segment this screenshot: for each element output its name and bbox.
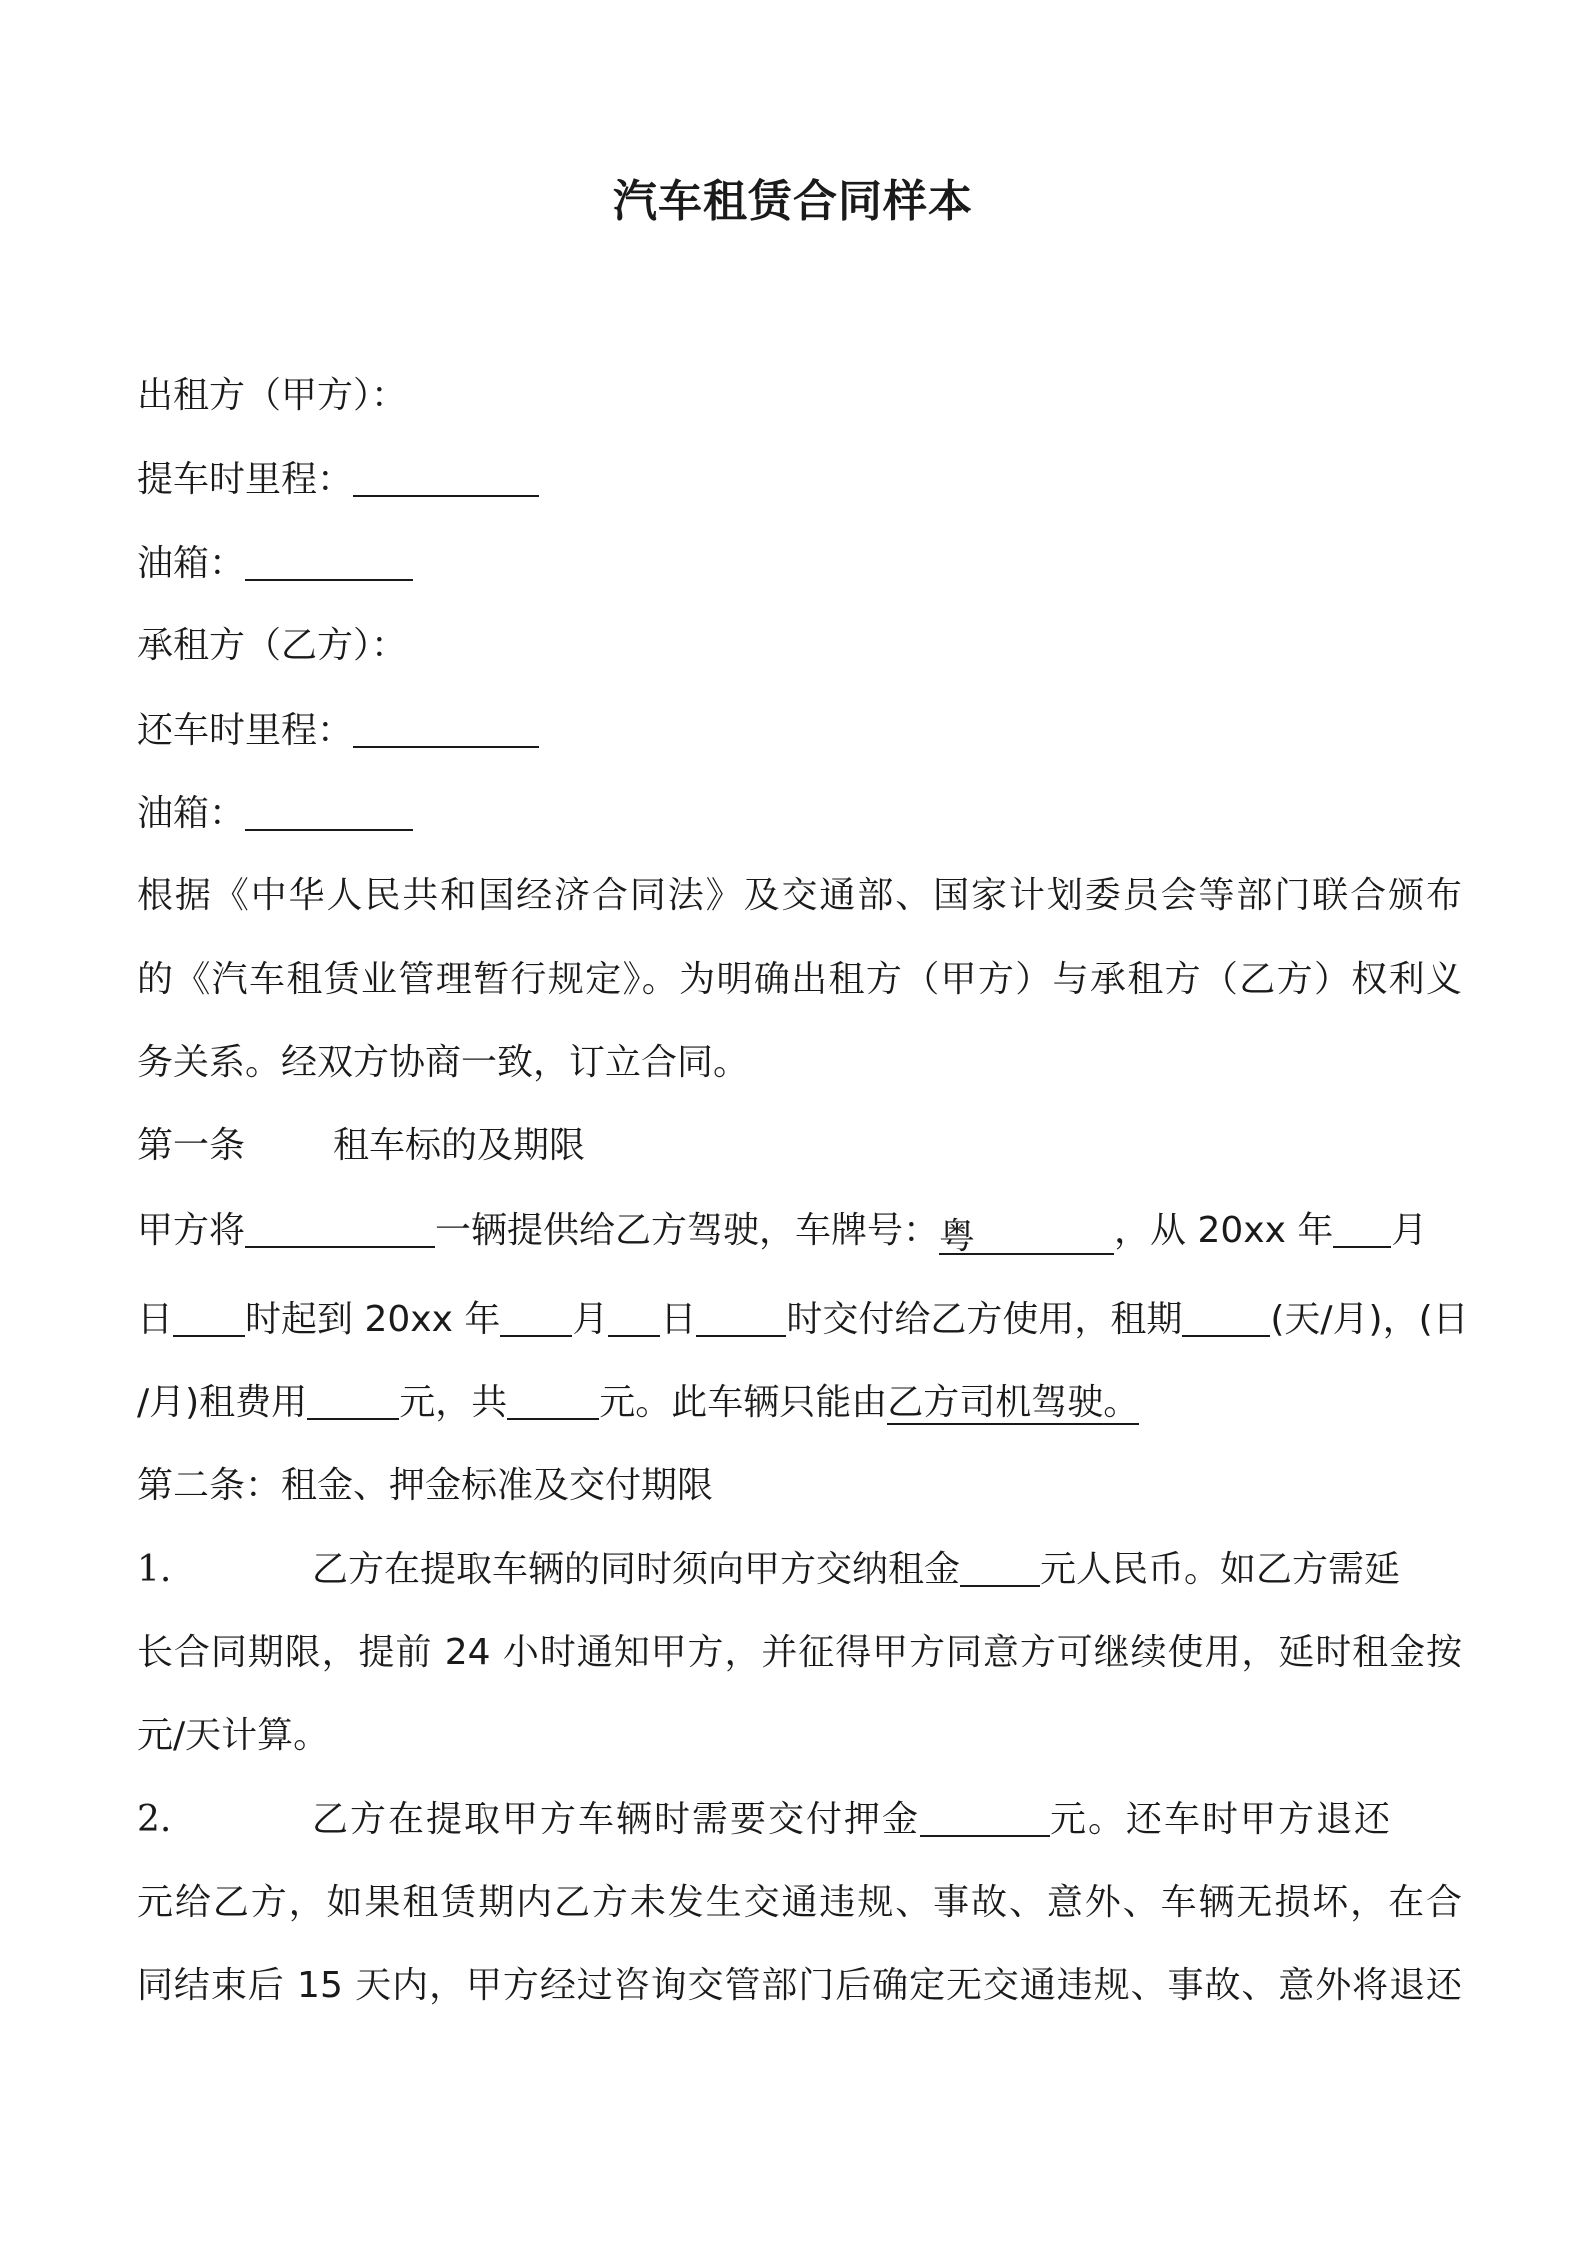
fuel-label-2: 油箱： bbox=[137, 793, 246, 834]
fuel-label-1: 油箱： bbox=[137, 543, 246, 584]
end-month-blank[interactable] bbox=[500, 1295, 572, 1337]
article-2-text: 乙方在提取车辆的同时须向甲方交纳租金 bbox=[312, 1549, 961, 1590]
return-mileage-blank[interactable] bbox=[353, 706, 539, 748]
article-1-text: 乙方司机驾驶。 bbox=[887, 1382, 1140, 1423]
article-1-text: (天/月)，(日 bbox=[1270, 1299, 1469, 1340]
item-2-number: 2. bbox=[137, 1799, 172, 1840]
article-1-text: 月 bbox=[572, 1299, 609, 1340]
plate-number-blank[interactable] bbox=[939, 1213, 1114, 1255]
article-1-text: 日 bbox=[137, 1299, 174, 1340]
preamble-line-2: 的《汽车租赁业管理暂行规定》。为明确出租方（甲方）与承租方（乙方）权利义 bbox=[137, 959, 1462, 1000]
article-1-title: 租车标的及期限 bbox=[333, 1125, 586, 1166]
article-2-text: 元人民币。如乙方需延 bbox=[1040, 1549, 1401, 1590]
start-month-blank[interactable] bbox=[1333, 1206, 1391, 1248]
preamble-line-1: 根据《中华人民共和国经济合同法》及交通部、国家计划委员会等部门联合颁布 bbox=[137, 875, 1462, 916]
deposit-amount-blank[interactable] bbox=[920, 1795, 1050, 1837]
article-1-heading bbox=[137, 1122, 1462, 1170]
preamble-line-3: 务关系。经双方协商一致，订立合同。 bbox=[137, 1042, 750, 1083]
rental-term-blank[interactable] bbox=[1182, 1295, 1270, 1337]
article-2-item-2-line-1 bbox=[137, 1795, 1462, 1844]
article-1-text: 元。此车辆只能由 bbox=[599, 1382, 888, 1423]
start-day-blank[interactable] bbox=[173, 1295, 245, 1337]
article-2-item-2-line-2: 元给乙方，如果租赁期内乙方未发生交通违规、事故、意外、车辆无损坏，在合 bbox=[137, 1882, 1462, 1923]
party-a-line bbox=[137, 372, 1462, 420]
return-mileage-line bbox=[137, 706, 1462, 755]
article-1-text: 时交付给乙方使用，租期 bbox=[786, 1299, 1183, 1340]
rate-blank[interactable] bbox=[307, 1378, 399, 1420]
total-fee-blank[interactable] bbox=[507, 1378, 599, 1420]
plate-prefix: 粤 bbox=[939, 1216, 976, 1257]
fuel-blank-1[interactable] bbox=[245, 539, 413, 581]
article-1-text: 日 bbox=[660, 1299, 697, 1340]
article-2-heading: 第二条：租金、押金标准及交付期限 bbox=[137, 1465, 714, 1506]
fuel-line-1 bbox=[137, 539, 1462, 588]
end-hour-blank[interactable] bbox=[696, 1295, 786, 1337]
article-1-text: 月 bbox=[1391, 1210, 1428, 1251]
article-2-item-2-line-3: 同结束后 15 天内，甲方经过咨询交管部门后确定无交通违规、事故、意外将退还 bbox=[137, 1965, 1462, 2006]
article-2-item-1-line-1 bbox=[137, 1545, 1462, 1594]
return-mileage-label: 还车时里程： bbox=[137, 710, 354, 751]
rent-amount-blank[interactable] bbox=[960, 1545, 1040, 1587]
article-1-text: 元，共 bbox=[399, 1382, 508, 1423]
article-1-text: ，从 20xx 年 bbox=[1114, 1210, 1334, 1251]
article-2-text: 元。还车时甲方退还 bbox=[1050, 1799, 1393, 1840]
pickup-mileage-label: 提车时里程： bbox=[137, 459, 354, 500]
article-1-text: 一辆提供给乙方驾驶，车牌号： bbox=[435, 1210, 940, 1251]
article-2-item-1-line-2: 长合同期限，提前 24 小时通知甲方，并征得甲方同意方可继续使用，延时租金按 bbox=[137, 1632, 1462, 1673]
article-2-text: 乙方在提取甲方车辆时需要交付押金 bbox=[312, 1799, 921, 1840]
fuel-line-2 bbox=[137, 789, 1462, 838]
article-1-text: 时起到 20xx 年 bbox=[245, 1299, 501, 1340]
article-1-number: 第一条 bbox=[137, 1125, 246, 1166]
article-2-item-1-line-3: 元/天计算。 bbox=[137, 1715, 330, 1756]
article-1-text: 甲方将 bbox=[137, 1210, 246, 1251]
document-title: 汽车租赁合同样本 bbox=[613, 176, 973, 227]
pickup-mileage-line bbox=[137, 455, 1462, 504]
pickup-mileage-blank[interactable] bbox=[353, 455, 539, 497]
item-1-number: 1. bbox=[137, 1549, 172, 1590]
article-1-line-2 bbox=[137, 1295, 1469, 1344]
article-1-text: /月)租费用 bbox=[137, 1382, 308, 1423]
article-1-line-3 bbox=[137, 1378, 1462, 1427]
end-day-blank[interactable] bbox=[608, 1295, 660, 1337]
party-b-label: 承租方（乙方）： bbox=[137, 625, 408, 666]
party-a-label: 出租方（甲方）： bbox=[137, 375, 408, 416]
vehicle-model-blank[interactable] bbox=[245, 1206, 435, 1248]
article-1-line-1 bbox=[137, 1206, 1462, 1255]
party-b-line bbox=[137, 622, 1462, 670]
fuel-blank-2[interactable] bbox=[245, 789, 413, 831]
